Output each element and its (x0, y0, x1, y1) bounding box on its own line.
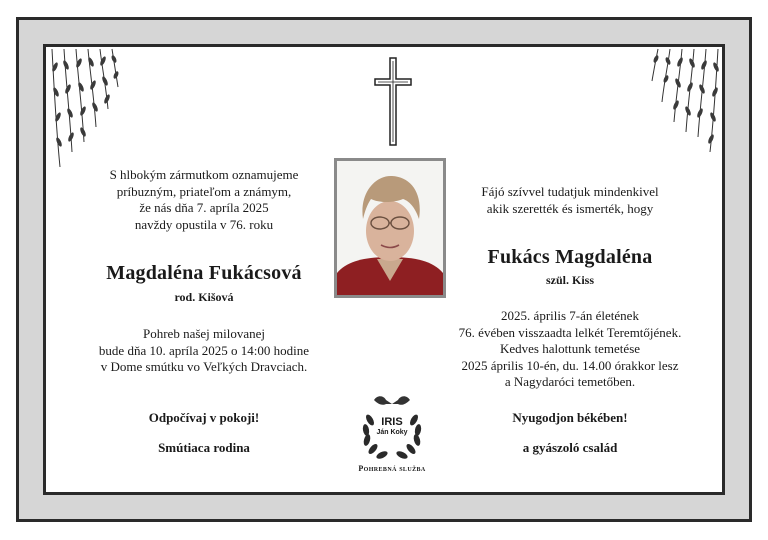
portrait-image (337, 161, 443, 295)
wreath-doves-icon (346, 392, 438, 464)
right-funeral-line: a Nagydaróci temetőben. (504, 374, 636, 389)
left-funeral-line: bude dňa 10. apríla 2025 o 14:00 hodine (98, 342, 310, 358)
left-intro-line: navždy opustila v 76. roku (134, 216, 274, 232)
logo-caption: Pohrebná služba (358, 464, 426, 473)
left-intro-line: príbuzným, priateľom a známym, (116, 183, 292, 199)
funeral-service-logo (346, 392, 438, 478)
left-deceased-name: Magdaléna Fukácsová (106, 262, 302, 284)
right-intro-line: Fájó szívvel tudatjuk mindenkivel (481, 184, 659, 199)
left-family-signature: Smútiaca rodina (158, 440, 250, 455)
willow-branch-left-icon (46, 47, 120, 172)
left-funeral-details (60, 326, 348, 376)
left-intro-line: S hlbokým zármutkom oznamujeme (109, 167, 299, 182)
right-rest-in-peace: Nyugodjon békében! (512, 410, 628, 425)
left-maiden-name: rod. Kišová (174, 290, 234, 304)
cross-icon (373, 57, 413, 147)
right-funeral-details (430, 308, 710, 391)
left-intro-line: že nás dňa 7. apríla 2025 (139, 200, 269, 215)
logo-owner: Ján Koky (376, 429, 408, 436)
willow-branch-right-icon (650, 47, 724, 157)
right-funeral-line: 76. évében visszaadta lelkét Teremtőjének. (458, 324, 682, 340)
right-deceased-name: Fukács Magdaléna (487, 246, 653, 268)
right-intro-line: akik szerették és ismerték, hogy (486, 200, 654, 216)
right-funeral-line: 2025 április 10-én, du. 14.00 órakkor lesz (461, 357, 679, 373)
right-maiden-name: szül. Kiss (545, 273, 594, 287)
left-rest-in-peace: Odpočívaj v pokoji! (148, 410, 260, 425)
logo-brand: IRIS (381, 416, 403, 428)
right-funeral-line: Kedves halottunk temetése (499, 341, 641, 356)
left-intro (86, 167, 322, 233)
right-intro (452, 184, 688, 217)
right-family-signature: a gyászoló család (522, 440, 618, 455)
right-funeral-line: 2025. április 7-án életének (501, 308, 639, 323)
left-funeral-line: Pohreb našej milovanej (142, 326, 266, 341)
left-funeral-line: v Dome smútku vo Veľkých Dravciach. (100, 359, 308, 374)
